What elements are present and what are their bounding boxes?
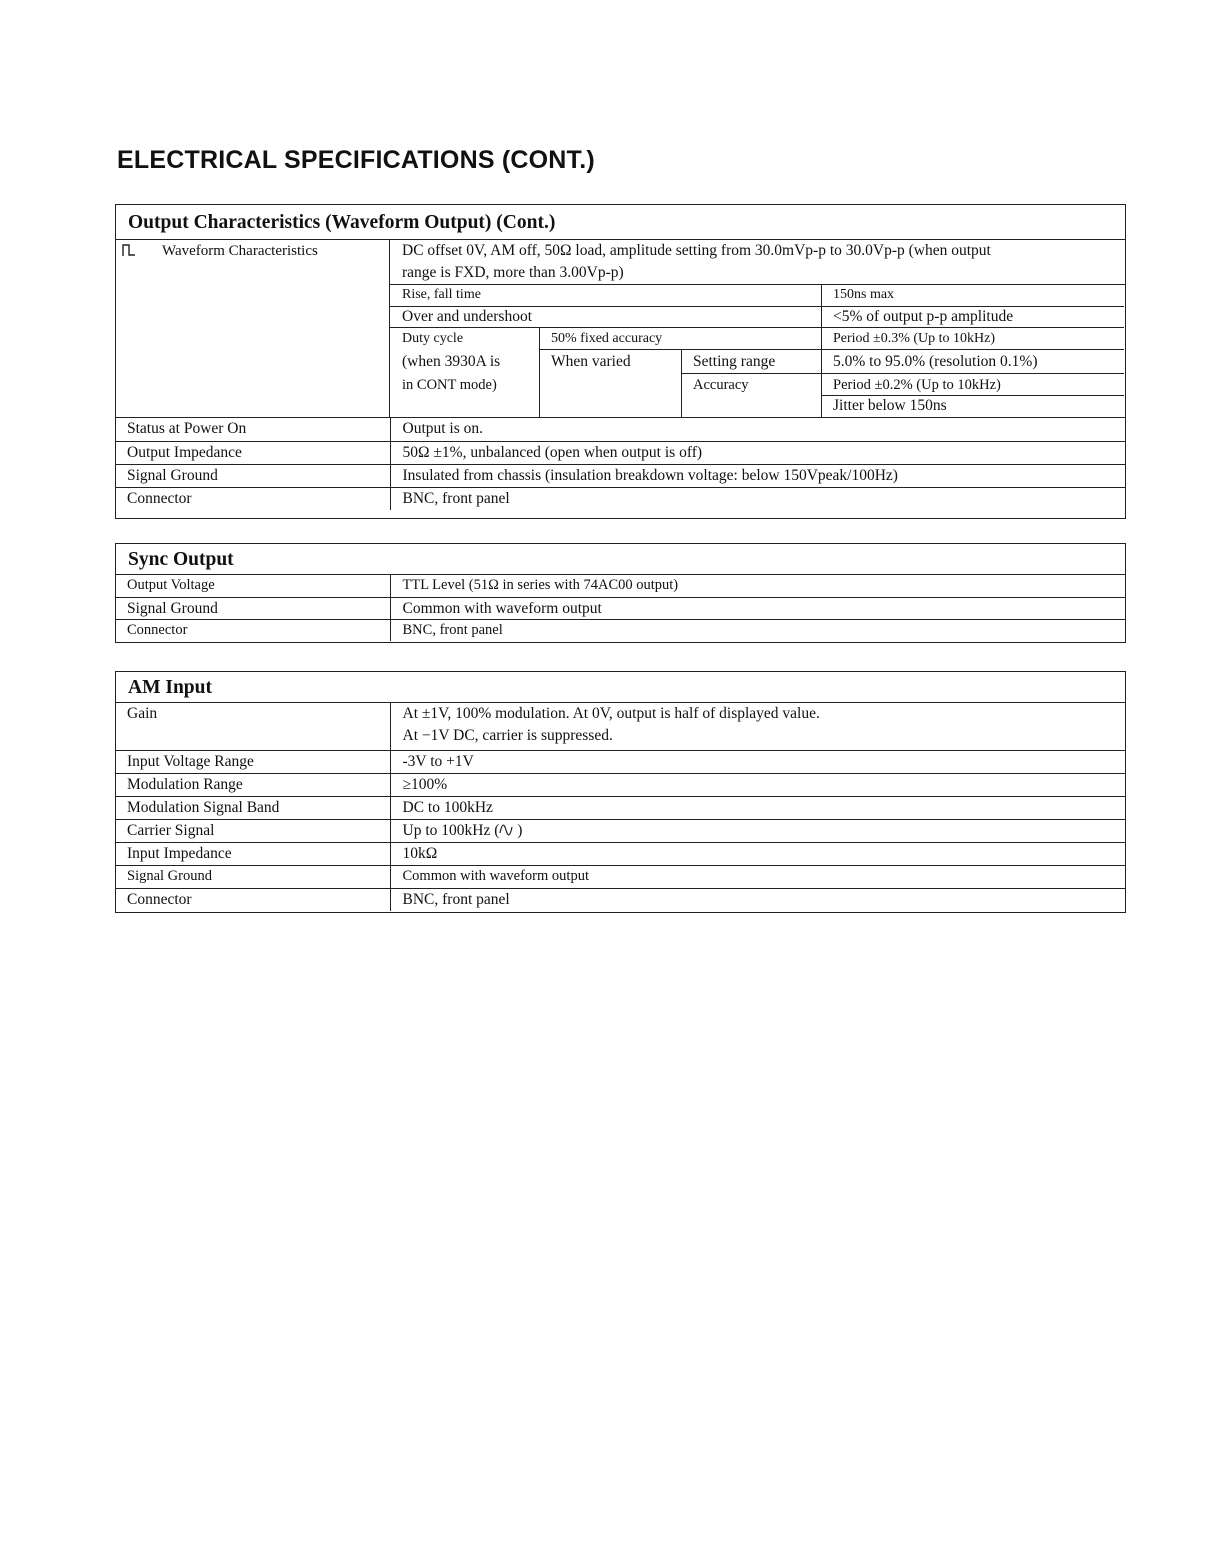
waveform-grid xyxy=(390,285,1125,417)
row-label: Input Impedance xyxy=(116,842,390,865)
table-row xyxy=(116,441,1125,464)
row-label: Output Impedance xyxy=(116,441,390,464)
waveform-characteristics-label: Waveform Characteristics xyxy=(162,243,318,259)
row-value: BNC, front panel xyxy=(390,619,1125,641)
setting-range-value: 5.0% to 95.0% (resolution 0.1%) xyxy=(833,353,1038,370)
row-label: Gain xyxy=(116,703,390,750)
row-label: Output Voltage xyxy=(116,575,390,597)
waveform-conditions-line-2: range is FXD, more than 3.00Vp-p) xyxy=(402,264,624,281)
am-input-table xyxy=(116,703,1125,911)
table-row xyxy=(116,418,1125,441)
sync-output-box xyxy=(115,543,1126,643)
row-label: Connector xyxy=(116,619,390,641)
accuracy-value-1: Period ±0.2% (Up to 10kHz) xyxy=(833,377,1001,393)
row-value: 10kΩ xyxy=(390,842,1125,865)
am-input-title: AM Input xyxy=(116,672,1125,703)
row-value: TTL Level (51Ω in series with 74AC00 output) xyxy=(402,577,679,593)
row-label: Modulation Signal Band xyxy=(116,796,390,819)
waveform-characteristics-label-cell xyxy=(116,240,390,417)
row-value: BNC, front panel xyxy=(390,888,1125,911)
sync-output-table xyxy=(116,575,1125,641)
table-row xyxy=(116,619,1125,641)
row-value: Common with waveform output xyxy=(390,597,1125,619)
row-value: DC to 100kHz xyxy=(390,796,1125,819)
waveform-characteristics-values xyxy=(390,240,1125,417)
row-label: Modulation Range xyxy=(116,773,390,796)
waveform-characteristics-row xyxy=(116,240,1125,418)
fixed-accuracy-label: 50% fixed accuracy xyxy=(551,331,663,346)
fixed-accuracy-value: Period ±0.3% (Up to 10kHz) xyxy=(833,331,996,346)
row-label: Signal Ground xyxy=(116,464,390,487)
duty-cycle-label-2: (when 3930A is xyxy=(402,353,501,370)
table-row xyxy=(116,464,1125,487)
row-label: Signal Ground xyxy=(116,597,390,619)
rise-fall-label: Rise, fall time xyxy=(402,287,481,302)
square-pulse-icon xyxy=(122,244,136,256)
table-row xyxy=(116,865,1125,888)
row-value: Insulated from chassis (insulation breakdown voltage: below 150Vpeak/100Hz) xyxy=(390,464,1125,487)
gain-value xyxy=(390,703,1125,750)
row-label: Carrier Signal xyxy=(116,819,390,842)
setting-range-label: Setting range xyxy=(693,353,776,370)
output-characteristics-box xyxy=(115,204,1126,519)
overshoot-label: Over and undershoot xyxy=(402,308,532,325)
page-heading: ELECTRICAL SPECIFICATIONS (CONT.) xyxy=(117,146,595,174)
table-row xyxy=(116,888,1125,911)
sync-output-title: Sync Output xyxy=(116,544,1125,575)
accuracy-label: Accuracy xyxy=(693,377,749,393)
gain-line-1: At ±1V, 100% modulation. At 0V, output is half of displayed value. xyxy=(402,705,820,722)
table-row xyxy=(116,819,1125,842)
carrier-signal-value: Up to 100kHz ( ) xyxy=(390,819,1125,842)
am-input-box xyxy=(115,671,1126,913)
table-row xyxy=(116,487,1125,510)
row-value: 50Ω ±1%, unbalanced (open when output is off) xyxy=(390,441,1125,464)
row-label: Status at Power On xyxy=(116,418,390,441)
row-value: -3V to +1V xyxy=(390,750,1125,773)
waveform-conditions xyxy=(390,240,1125,285)
table-row xyxy=(116,773,1125,796)
table-row xyxy=(116,703,1125,750)
overshoot-value: <5% of output p-p amplitude xyxy=(833,308,1014,325)
rise-fall-value: 150ns max xyxy=(833,287,895,302)
table-row xyxy=(116,842,1125,865)
row-label: Connector xyxy=(116,487,390,510)
duty-cycle-label-1: Duty cycle xyxy=(402,331,464,346)
table-row xyxy=(116,796,1125,819)
row-value: Common with waveform output xyxy=(390,865,1125,888)
table-row xyxy=(116,575,1125,597)
waveform-conditions-line-1: DC offset 0V, AM off, 50Ω load, amplitude setting from 30.0mVp-p to 30.0Vp-p (when output xyxy=(402,242,991,259)
table-row xyxy=(116,597,1125,619)
row-value: ≥100% xyxy=(390,773,1125,796)
when-varied-label: When varied xyxy=(551,353,631,370)
accuracy-value-2: Jitter below 150ns xyxy=(833,397,947,414)
row-label: Connector xyxy=(116,888,390,911)
row-label: Signal Ground xyxy=(116,865,390,888)
table-row xyxy=(116,750,1125,773)
output-characteristics-title: Output Characteristics (Waveform Output) (Cont.) xyxy=(116,205,1125,240)
sine-wave-icon xyxy=(499,824,513,836)
row-value: BNC, front panel xyxy=(390,487,1125,510)
gain-line-2: At −1V DC, carrier is suppressed. xyxy=(402,727,613,744)
output-characteristics-table xyxy=(116,418,1125,510)
row-value: Up to 100kHz ( xyxy=(402,821,500,839)
row-label: Input Voltage Range xyxy=(116,750,390,773)
duty-cycle-label-3: in CONT mode) xyxy=(402,377,497,393)
row-value: Output is on. xyxy=(402,420,484,437)
